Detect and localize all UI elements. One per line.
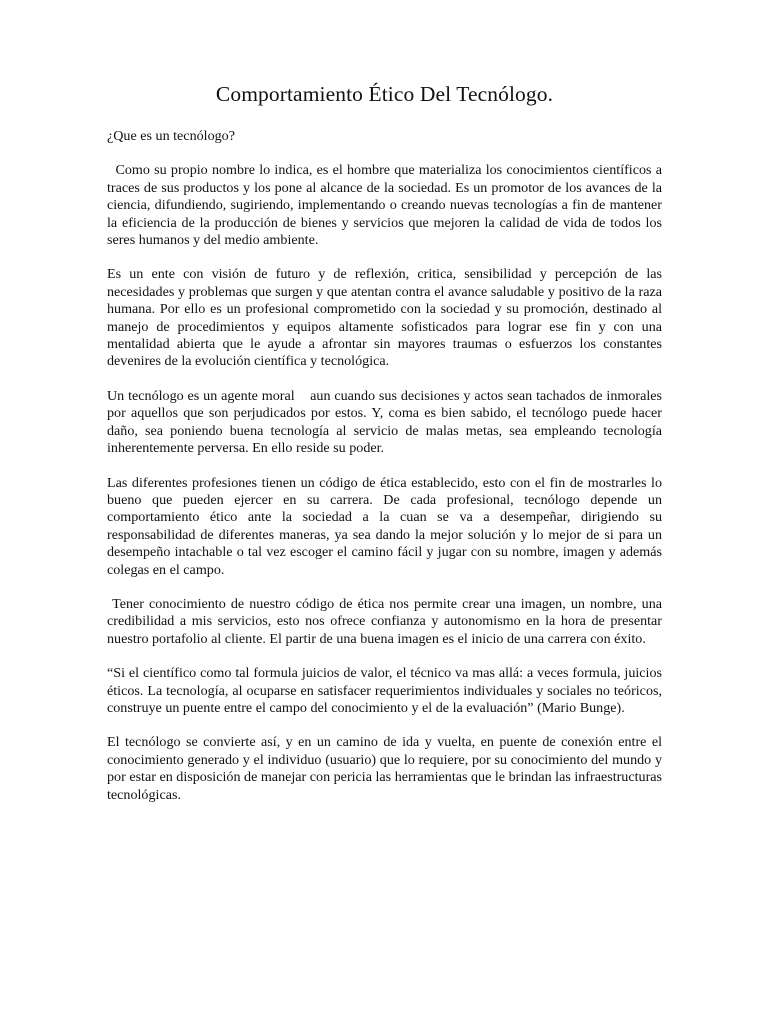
- paragraph-2: Es un ente con visión de futuro y de reflexión, critica, sensibilidad y percepción de las necesidades y problemas que surgen y que atentan contra el avance saludable y positivo de la raza humana. Por ello es un profesional comprometido con la sociedad y su promoción, destinado al manejo de procedimientos y equipos altamente sofisticados para lograr ese fin y con una mentalidad abierta que le ayude a afrontar sin mayores traumas o esfuerzos los constantes devenires de la evolución científica y tecnológica.: [107, 266, 662, 370]
- paragraph-1: Como su propio nombre lo indica, es el hombre que materializa los conocimientos científicos a traces de sus productos y los pone al alcance de la sociedad. Es un promotor de los avances de la ciencia, difundiendo, sugiriendo, implementando o creando nuevas tecnologías a fin de mantener la eficiencia de la producción de bienes y servicios que mejoren la calidad de vida de todos los seres humanos y del medio ambiente.: [107, 162, 666, 249]
- paragraph-5: Tener conocimiento de nuestro código de ética nos permite crear una imagen, un nombre, una credibilidad a mis servicios, esto nos ofrece confianza y autonomismo en la hora de presentar nuestro portafolio al cliente. El partir de una buena imagen es el inicio de una carrera con éxito.: [107, 595, 666, 647]
- document-title: Comportamiento Ético Del Tecnólogo.: [215, 82, 554, 106]
- paragraph-3: Un tecnólogo es un agente moral aun cuando sus decisiones y actos sean tachados de inmorales por aquellos que son perjudicados por estos. Y, coma es bien sabido, el tecnólogo puede hacer daño, sea poniendo buena tecnología al servicio de malas metas, sea empleando tecnología inherentemente perversa. En ello reside su poder.: [107, 387, 666, 457]
- section-question: ¿Que es un tecnólogo?: [107, 128, 235, 144]
- paragraph-4: Las diferentes profesiones tienen un código de ética establecido, esto con el fin de mostrarles lo bueno que pueden ejercer en su carrera. De cada profesional, tecnólogo depende un comportamiento ético ante la sociedad a la cuan se va a desempeñar, dirigiendo su responsabilidad de diferentes maneras, ya sea dando la mejor solución y lo mejor de si para un desempeño intachable o tal vez escoger el camino fácil y jugar con su nombre, imagen y además colegas en el campo.: [107, 474, 662, 578]
- paragraph-6-quote: “Si el científico como tal formula juicios de valor, el técnico va mas allá: a veces formula, juicios éticos. La tecnología, al ocuparse en satisfacer requerimientos individuales y sociales no teóricos, construye un puente entre el campo del conocimiento y el de la evaluación” (Mario Bunge).: [107, 665, 662, 716]
- paragraph-7: El tecnólogo se convierte así, y en un camino de ida y vuelta, en puente de conexión entre el conocimiento generado y el individuo (usuario) que lo requiere, por su conocimiento del mundo y por estar en disposición de manejar con pericia las herramientas que le brindan las infraestructuras tecnológicas.: [107, 734, 662, 803]
